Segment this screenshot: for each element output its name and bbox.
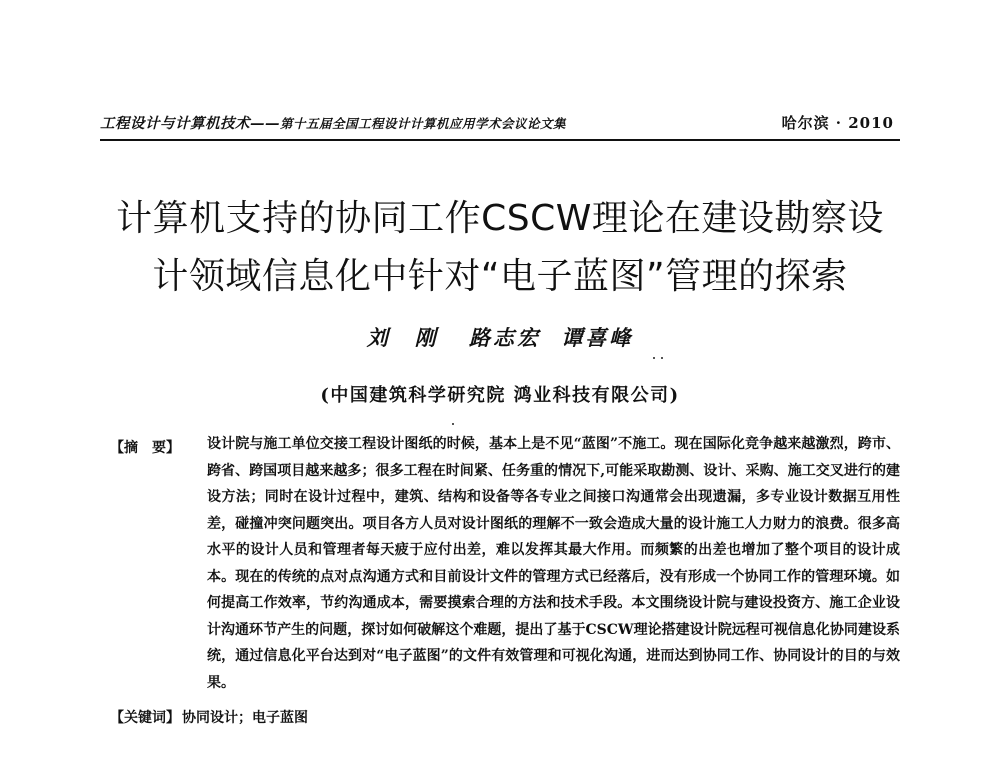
author-1: 刘 刚 <box>366 325 439 350</box>
title-line-2: 计领域信息化中针对“电子蓝图”管理的探索 <box>152 256 848 297</box>
scan-speck <box>653 357 655 359</box>
keywords-text: 协同设计；电子蓝图 <box>182 710 308 726</box>
scan-speck <box>661 357 663 359</box>
scan-speck <box>452 423 454 425</box>
header-left-sub: 第十五届全国工程设计计算机应用学术会议论文集 <box>280 116 567 131</box>
abstract-text: 设计院与施工单位交接工程设计图纸的时候，基本上是不见“蓝图”不施工。现在国际化竞争越来越激烈，跨市、跨省、跨国项目越来越多；很多工程在时间紧、任务重的情况下,可能采取勘测、设计、采购、施工交叉进行的建设方法；同时在设计过程中，建筑、结构和设备等各专业之间接口沟通常会出现遗漏，多专业设计数据互用性差，碰撞冲突问题突出。项目各方人员对设计图纸的理解不一致会造成大量的设计施工人力财力的浪费。很多高水平的设计人员和管理者每天疲于应付出差，难以发挥其最大作用。而频繁的出差也增加了整个项目的设计成本。现在的传统的点对点沟通方式和目前设计文件的管理方式已经落后，没有形成一个协同工作的管理环境。如何提高工作效率，节约沟通成本，需要摸索合理的方法和技术手段。本文围绕设计院与建设投资方、施工企业设计沟通环节产生的问题，探讨如何破解这个难题，提出了基于CSCW理论搭建设计院远程可视信息化协同建设系统，通过信息化平台达到对“电子蓝图”的文件有效管理和可视化沟通，进而达到协同工作、协同设计的目的与效果。 <box>207 436 900 691</box>
header-proceedings <box>100 112 566 133</box>
author-2: 路志宏 <box>469 325 541 350</box>
header-left-main: 工程设计与计算机技术—— <box>100 115 280 132</box>
author-list <box>0 322 1000 352</box>
affiliation: (中国建筑科学研究院 鸿业科技有限公司) <box>320 385 680 406</box>
running-header <box>100 112 900 134</box>
header-location-year: 哈尔滨 · 2010 <box>781 114 894 132</box>
author-3: 谭喜峰 <box>561 325 634 350</box>
paper-title <box>60 190 940 306</box>
keywords-label: 【关键词】 <box>110 710 180 726</box>
keywords <box>110 707 308 727</box>
header-rule <box>100 139 900 141</box>
title-line-1: 计算机支持的协同工作CSCW理论在建设勘察设 <box>116 198 884 239</box>
abstract-label: 【摘 要】 <box>110 440 180 456</box>
